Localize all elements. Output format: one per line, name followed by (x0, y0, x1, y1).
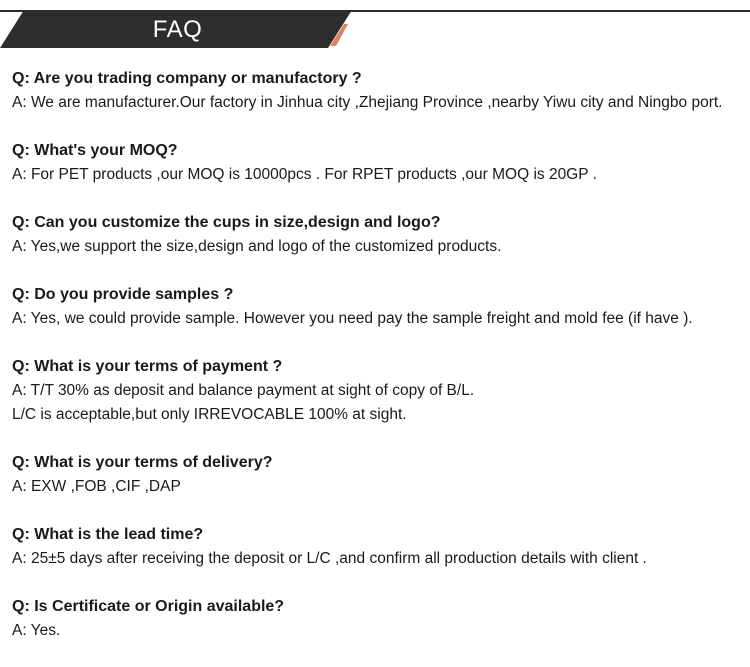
faq-question: Q: What's your MOQ? (12, 142, 178, 159)
faq-item (12, 139, 748, 187)
faq-question: Q: Is Certificate or Origin available? (12, 598, 285, 615)
faq-item (12, 283, 748, 331)
faq-question: Q: Are you trading company or manufactory ? (12, 70, 362, 87)
faq-answer (12, 547, 748, 571)
faq-item (12, 595, 748, 643)
faq-item (12, 211, 748, 259)
faq-answer (12, 163, 748, 187)
faq-answer (12, 91, 748, 115)
faq-answer-line: A: Yes,we support the size,design and logo of the customized products. (12, 238, 502, 255)
faq-item (12, 355, 748, 427)
faq-answer-line: A: We are manufacturer.Our factory in Jinhua city ,Zhejiang Province ,nearby Yiwu city and Ningbo port. (12, 94, 723, 111)
faq-answer-line: A: Yes, we could provide sample. However you need pay the sample freight and mold fee (if have ). (12, 310, 693, 327)
faq-item (12, 451, 748, 499)
faq-question: Q: Can you customize the cups in size,design and logo? (12, 214, 441, 231)
faq-item (12, 523, 748, 571)
faq-answer (12, 379, 748, 427)
faq-answer (12, 235, 748, 259)
faq-item (12, 67, 748, 115)
faq-answer (12, 307, 748, 331)
faq-answer (12, 475, 748, 499)
faq-header (0, 0, 750, 52)
faq-list (12, 67, 748, 667)
faq-question: Q: What is your terms of payment ? (12, 358, 283, 375)
faq-answer-line: A: For PET products ,our MOQ is 10000pcs . For RPET products ,our MOQ is 20GP . (12, 166, 597, 183)
faq-answer-line: A: Yes. (12, 622, 61, 639)
faq-answer-line: L/C is acceptable,but only IRREVOCABLE 100% at sight. (12, 406, 407, 423)
faq-answer-line: A: 25±5 days after receiving the deposit or L/C ,and confirm all production details with client . (12, 550, 647, 567)
faq-answer-line: A: T/T 30% as deposit and balance payment at sight of copy of B/L. (12, 382, 475, 399)
faq-question: Q: What is the lead time? (12, 526, 204, 543)
faq-answer (12, 619, 748, 643)
faq-answer-line: A: EXW ,FOB ,CIF ,DAP (12, 478, 181, 495)
page-title: FAQ (152, 16, 203, 43)
faq-question: Q: What is your terms of delivery? (12, 454, 273, 471)
faq-question: Q: Do you provide samples ? (12, 286, 234, 303)
